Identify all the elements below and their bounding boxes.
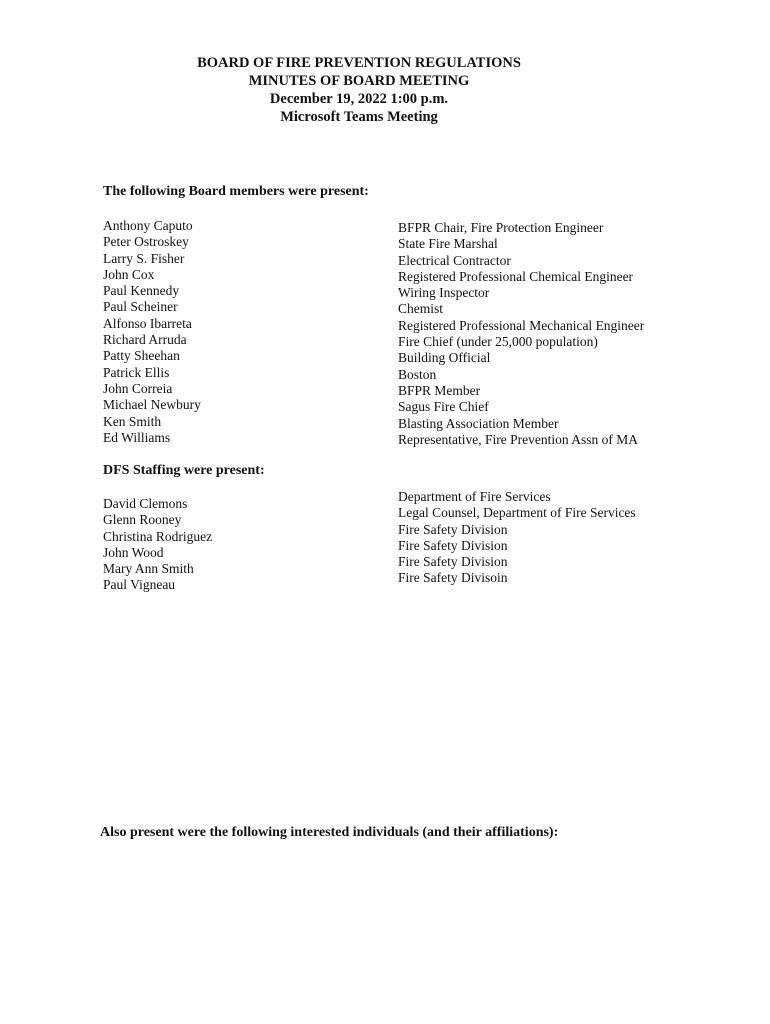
board-member-role: BFPR Chair, Fire Protection Engineer [398,220,604,235]
staff-role: Fire Safety Division [398,521,508,537]
board-member-role: Fire Chief (under 25,000 population) [398,334,598,350]
staff-names-list [103,496,212,594]
staff-roles-list [398,489,636,587]
board-member-name: Michael Newbury [103,397,201,413]
board-member-name: Paul Scheiner [103,299,178,315]
board-member-role: Electrical Contractor [398,252,511,268]
also-present-heading: Also present were the following interested individuals (and their affiliations): [100,825,559,840]
board-member-name: Patty Sheehan [103,348,180,364]
staff-role: Legal Counsel, Department of Fire Services [398,505,636,521]
header-line-3: December 19, 2022 1:00 p.m. [269,91,449,107]
board-member-name: Patrick Ellis [103,364,170,380]
staff-name: Paul Vigneau [103,577,176,593]
document-header [0,54,718,126]
board-member-role: Representative, Fire Prevention Assn of MA [398,431,638,447]
header-line-1: BOARD OF FIRE PREVENTION REGULATIONS [197,55,521,71]
board-member-role: Boston [398,366,437,382]
board-member-role: State Fire Marshal [398,236,498,252]
board-member-name: Richard Arruda [103,332,187,348]
board-member-role: BFPR Member [398,382,481,398]
board-member-role: Registered Professional Chemical Engineer [398,268,634,284]
board-member-name: Peter Ostroskey [103,234,189,250]
board-member-name: John Cox [103,266,155,282]
board-names-list [103,218,201,446]
staff-name: Mary Ann Smith [103,561,194,577]
header-line-4: Microsoft Teams Meeting [280,109,438,125]
board-member-name: John Correia [103,380,173,396]
staff-role: Fire Safety Divisoin [398,570,508,586]
board-member-role: Sagus Fire Chief [398,399,489,415]
board-member-name: Larry S. Fisher [103,250,185,266]
board-member-name: Ken Smith [103,413,162,429]
staff-name: Glenn Rooney [103,512,182,528]
header-line-2: MINUTES OF BOARD MEETING [248,73,470,89]
staff-role: Department of Fire Services [398,489,551,504]
board-member-role: Wiring Inspector [398,285,490,301]
board-member-role: Blasting Association Member [398,415,559,431]
dfs-staff-heading: DFS Staffing were present: [103,463,265,478]
board-roles-list [398,220,644,448]
staff-role: Fire Safety Division [398,554,508,570]
board-member-name: Anthony Caputo [103,218,193,233]
board-member-name: Ed Williams [103,429,171,445]
staff-name: David Clemons [103,496,188,511]
board-members-heading: The following Board members were present: [103,184,369,199]
staff-role: Fire Safety Division [398,537,508,553]
staff-name: Christina Rodriguez [103,528,213,544]
staff-name: John Wood [103,544,164,560]
board-member-role: Building Official [398,350,491,366]
board-member-name: Paul Kennedy [103,283,180,299]
board-member-name: Alfonso Ibarreta [103,315,192,331]
board-member-role: Registered Professional Mechanical Engineer [398,317,645,333]
board-member-role: Chemist [398,301,444,317]
